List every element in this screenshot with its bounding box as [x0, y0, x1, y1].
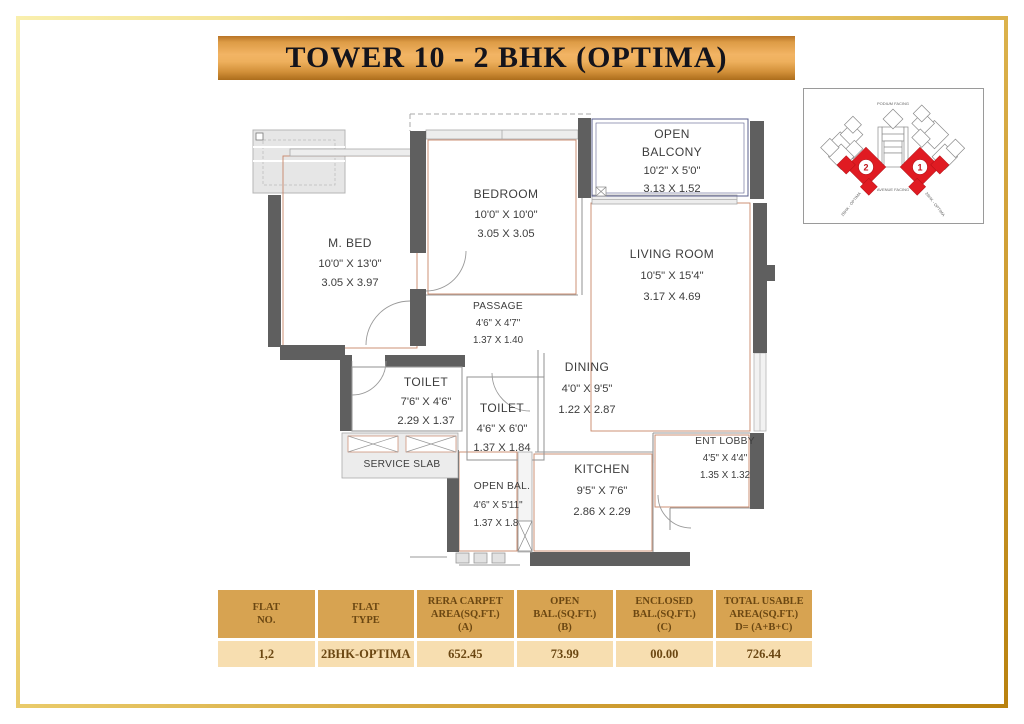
svg-text:4'5" X 4'4": 4'5" X 4'4": [702, 453, 748, 464]
balcony-sill: [456, 553, 505, 563]
header-open-bal: OPEN BAL.(SQ.FT.) (B): [517, 590, 614, 638]
living-room-label: LIVING ROOM: [629, 247, 715, 261]
open-balcony-label: OPEN: [654, 127, 690, 141]
svg-text:1.35 X 1.32: 1.35 X 1.32: [699, 470, 751, 481]
bedroom-label: BEDROOM: [473, 187, 539, 201]
key-plan: [803, 88, 984, 224]
svg-text:BALCONY: BALCONY: [641, 145, 703, 159]
svg-text:7'6" X 4'6": 7'6" X 4'6": [400, 396, 452, 408]
svg-text:1.22 X 2.87: 1.22 X 2.87: [558, 404, 616, 416]
toilet-2-label: TOILET: [479, 401, 525, 415]
svg-text:4'6" X 4'7": 4'6" X 4'7": [475, 318, 521, 329]
cell-rera-carpet: 652.45: [417, 641, 514, 667]
cell-open-bal: 73.99: [517, 641, 614, 667]
svg-text:10'5" X 15'4": 10'5" X 15'4": [640, 270, 704, 282]
service-slab-label: SERVICE SLAB: [363, 459, 441, 470]
toilet-1-label: TOILET: [403, 375, 449, 389]
svg-text:2.86 X 2.29: 2.86 X 2.29: [573, 506, 631, 518]
svg-text:9'5" X 7'6": 9'5" X 7'6": [576, 485, 628, 497]
svg-text:1.37 X 1.84: 1.37 X 1.84: [473, 442, 531, 454]
area-table: [218, 590, 812, 667]
key-plan-drawing: [804, 89, 981, 221]
dashed-line: [410, 114, 592, 131]
cell-flat-type: 2BHK-OPTIMA: [318, 641, 415, 667]
cell-total-usable: 726.44: [716, 641, 813, 667]
svg-text:4'6" X 5'11": 4'6" X 5'11": [473, 500, 523, 511]
cell-enclosed-bal: 00.00: [616, 641, 713, 667]
svg-text:4'0" X 9'5": 4'0" X 9'5": [561, 383, 613, 395]
service-slab-hatch: [342, 433, 458, 478]
unit-1-marker: 1: [917, 162, 923, 173]
svg-text:3.05 X 3.05: 3.05 X 3.05: [477, 228, 535, 240]
svg-text:2.29 X 1.37: 2.29 X 1.37: [397, 415, 455, 427]
header-enclosed-bal: ENCLOSED BAL.(SQ.FT.) (C): [616, 590, 713, 638]
svg-text:3.05 X 3.97: 3.05 X 3.97: [321, 277, 379, 289]
room-labels: [318, 127, 754, 529]
page-title: TOWER 10 - 2 BHK (OPTIMA): [285, 41, 728, 74]
cell-flat-no: 1,2: [218, 641, 315, 667]
unit-2-marker: 2: [863, 162, 869, 173]
svg-text:10'0" X 13'0": 10'0" X 13'0": [318, 258, 382, 270]
svg-text:3.13 X 1.52: 3.13 X 1.52: [643, 183, 701, 195]
unit-1-type-label: 2BHK - OPTIMA: [924, 190, 947, 218]
podium-facing-label: PODIUM FACING: [876, 101, 910, 106]
ent-lobby-label: ENT LOBBY: [695, 436, 755, 447]
mbed-label: M. BED: [328, 236, 372, 250]
header-flat-type: FLAT TYPE: [318, 590, 415, 638]
kitchen-label: KITCHEN: [574, 462, 630, 476]
header-total-usable: TOTAL USABLE AREA(SQ.FT.) D= (A+B+C): [716, 590, 813, 638]
svg-text:4'6" X 6'0": 4'6" X 6'0": [476, 423, 528, 435]
open-bal-label: OPEN BAL.: [473, 481, 531, 492]
svg-text:1.37 X 1.8: 1.37 X 1.8: [473, 518, 519, 529]
header-flat-no: FLAT NO.: [218, 590, 315, 638]
passage-label: PASSAGE: [472, 301, 524, 312]
svg-text:10'2" X 5'0": 10'2" X 5'0": [643, 165, 701, 177]
dining-label: DINING: [564, 360, 610, 374]
svg-text:10'0" X 10'0": 10'0" X 10'0": [474, 209, 538, 221]
window-marker: [596, 187, 606, 196]
avenue-facing-label: AVENUE FACING: [876, 187, 910, 192]
svg-text:1.37 X 1.40: 1.37 X 1.40: [472, 335, 524, 346]
svg-text:3.17 X 4.69: 3.17 X 4.69: [643, 291, 701, 303]
title-banner: [218, 36, 795, 80]
unit-2-type-label: 2BHK - OPTIMA: [839, 190, 862, 218]
floor-plan: [230, 105, 790, 585]
header-rera-carpet: RERA CARPET AREA(SQ.FT.) (A): [417, 590, 514, 638]
terrace-hatch: [253, 130, 345, 193]
